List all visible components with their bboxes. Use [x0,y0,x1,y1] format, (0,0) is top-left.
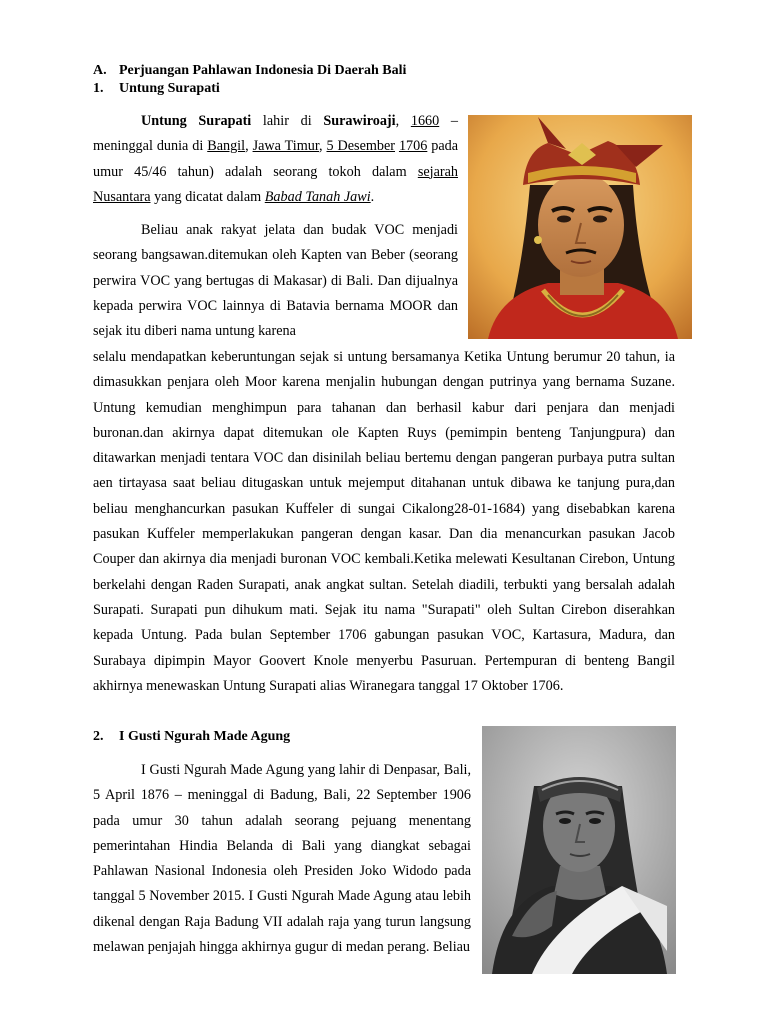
link-bangil[interactable]: Bangil [207,138,246,155]
subheading-1-title: Untung Surapati [119,81,220,96]
link-1706[interactable]: 1706 [398,138,428,155]
paragraph-1: Untung Surapati lahir di Surawiroaji, 1660 – meninggal dunia di Bangil, Jawa Timur, 5 Desember 1706 pada umur 45/46 tahun) adalah seorang tokoh dalam sejarah Nusantara yang dicatat dalam Babad Tanah Jawi. [93,113,459,205]
section-number: A. [93,63,107,78]
portrait-untung-surapati [468,115,692,339]
link-5-desember[interactable]: 5 Desember [326,138,396,155]
section-heading [93,62,406,80]
portrait-i-gusti-ngurah-made-agung [482,726,676,974]
paragraph-3: I Gusti Ngurah Made Agung yang lahir di Denpasar, Bali, 5 April 1876 – meninggal di Badung, Bali, 22 September 1906 pada umur 30 tahun adalah seorang pejuang menentang pemerintahan Hindia Belanda di Bali yang diangkat sebagai Pahlawan Nasional Indonesia oleh Presiden Joko Widodo pada tanggal 5 November 2015. I Gusti Ngurah Made Agung atau lebih dikenal dengan Raja Badung VII adalah raja yang turun langsung melawan penjajah hingga akhirnya gugur di medan perang. Beliau [93,762,471,956]
link-babad-tanah-jawi[interactable]: Babad Tanah Jawi [264,188,371,205]
section-title: Perjuangan Pahlawan Indonesia Di Daerah Bali [119,63,407,78]
subheading-2-number: 2. [93,729,104,744]
subheading-2 [93,728,290,746]
birthplace: Surawiroaji [323,113,396,129]
link-1660[interactable]: 1660 [410,113,440,129]
subheading-1 [93,80,220,98]
subheading-2-title: I Gusti Ngurah Made Agung [119,729,291,744]
paragraph-2-narrow: Beliau anak rakyat jelata dan budak VOC menjadi seorang bangsawan.ditemukan oleh Kapten van Beber (seorang perwira VOC yang bertugas di Makasar) di Bali. Dan dijualnya kepada perwira VOC lainnya di Batavia bernama MOOR dan sejak itu diberi nama untung karena [93,222,458,340]
paragraph-2-wide: selalu mendapatkan keberuntungan sejak si untung bersamanya Ketika Untung berumur 20 tahun, ia dimasukkan penjara oleh Moor karena menjalin hubungan dengan putrinya yang bernama Suzane. Untung kemudian menghimpun para tahanan dan berhasil kabur dari penjara dan menjadi buronan.dan akirnya dapat ditemukan ole Kapten Ruys (pemimpin benteng Tanjungpura) dan ditawarkan menjadi tentara VOC dan disinilah beliau bertemu dengan pangeran purbaya putra sultan aen tirtayasa saat beliau ditugaskan untuk mejemput ditahanan untuk dibawa ke tanjung pura,dan beliau menghancurkan pasukan Kuffeler di sungai Cikalong28-01-1684) yang disebabkan karena pasukan Kuffeler memperlakukan pangeran dengan kasar. Dan dia menancurkan pasukan Jacob Couper dan akirnya dia menjadi buronan VOC kembali.Ketika melewati Kesultanan Cirebon, Untung berkelahi dengan Raden Surapati, anak angkat sultan. Setelah diadili, terbukti yang bersalah adalah Surapati. Surapati pun dihukum mati. Sejak itu nama "Surapati" oleh Sultan Cirebon diserahkan kepada Untung. Pada bulan September 1706 gabungan pasukan VOC, Kartasura, Madura, dan Surabaya dipimpin Mayor Goovert Knole menyerbu Pasuruan. Pertempuran di benteng Bangil akhirnya menewaskan Untung Surapati alias Wiranegara tanggal 17 Oktober 1706. [93,349,675,694]
link-jawa-timur[interactable]: Jawa Timur [252,138,319,155]
hero-name: Untung Surapati [141,113,252,129]
subheading-1-number: 1. [93,81,104,96]
link-sejarah-nusantara[interactable]: sejarah Nusantara [93,163,458,205]
